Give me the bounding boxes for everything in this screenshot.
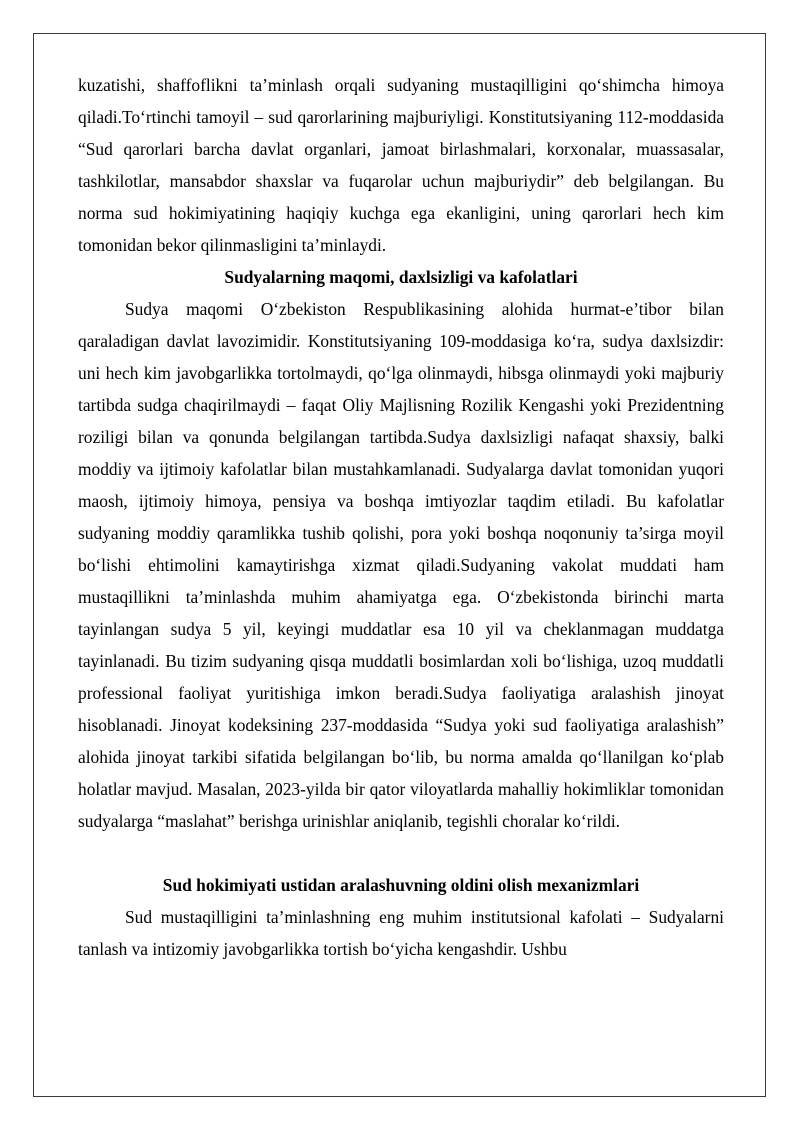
paragraph-continuation: kuzatishi, shaffoflikni ta’minlash orqali sudyaning mustaqilligini qo‘shimcha himoya qiladi.To‘rtinchi tamoyil – sud qarorlarining majburiyligi. Konstitutsiyaning 112-moddasida “Sud qarorlari barcha davlat organlari, jamoat birlashmalari, korxonalar, muassasalar, tashkilotlar, mansabdor shaxslar va fuqarolar uchun majburiydir” deb belgilangan. Bu norma sud hokimiyatining haqiqiy kuchga ega ekanligini, uning qarorlari hech kim tomonidan bekor qilinmasligini ta’minlaydi. <box>78 75 724 255</box>
section-heading-interference-prevention: Sud hokimiyati ustidan aralashuvning oldini olish mexanizmlari <box>162 875 640 895</box>
section-heading-judges-status: Sudyalarning maqomi, daxlsizligi va kafolatlari <box>224 267 578 287</box>
paragraph-judges-status: Sudya maqomi O‘zbekiston Respublikasining alohida hurmat-e’tibor bilan qaraladigan davlat lavozimidir. Konstitutsiyaning 109-moddasiga ko‘ra, sudya daxlsizdir: uni hech kim javobgarlikka tortolmaydi, qo‘lga olinmaydi, hibsga olinmaydi yoki majburiy tartibda sudga chaqirilmaydi – faqat Oliy Majlisning Rozilik Kengashi yoki Prezidentning roziligi bilan va qonunda belgilangan tartibda.Sudya daxlsizligi nafaqat shaxsiy, balki moddiy va ijtimoiy kafolatlar bilan mustahkamlanadi. Sudyalarga davlat tomonidan yuqori maosh, ijtimoiy himoya, pensiya va boshqa imtiyozlar taqdim etiladi. Bu kafolatlar sudyaning moddiy qaramlikka tushib qolishi, pora yoki boshqa noqonuniy ta’sirga moyil bo‘lishi ehtimolini kamaytirishga xizmat qiladi.Sudyaning vakolat muddati ham mustaqillikni ta’minlashda muhim ahamiyatga ega. O‘zbekistonda birinchi marta tayinlangan sudya 5 yil, keyingi muddatlar esa 10 yil va cheklanmagan muddatga tayinlanadi. Bu tizim sudyaning qisqa muddatli bosimlardan xoli bo‘lishiga, uzoq muddatli professional faoliyat yuritishiga imkon beradi.Sudya faoliyatiga aralashish jinoyat hisoblanadi. Jinoyat kodeksining 237-moddasida “Sudya yoki sud faoliyatiga aralashish” alohida jinoyat tarkibi sifatida belgilangan bo‘lib, bu norma amalda qo‘llanilgan ko‘plab holatlar mavjud. Masalan, 2023-yilda bir qator viloyatlarda mahalliy hokimliklar tomonidan sudyalarga “maslahat” berishga urinishlar aniqlanib, tegishli choralar ko‘rildi. <box>78 299 724 831</box>
paragraph-interference-prevention: Sud mustaqilligini ta’minlashning eng muhim institutsional kafolati – Sudyalarni tanlash va intizomiy javobgarlikka tortish bo‘yicha kengashdir. Ushbu <box>78 907 724 959</box>
paragraph-spacer <box>78 837 724 869</box>
document-body <box>78 69 724 965</box>
